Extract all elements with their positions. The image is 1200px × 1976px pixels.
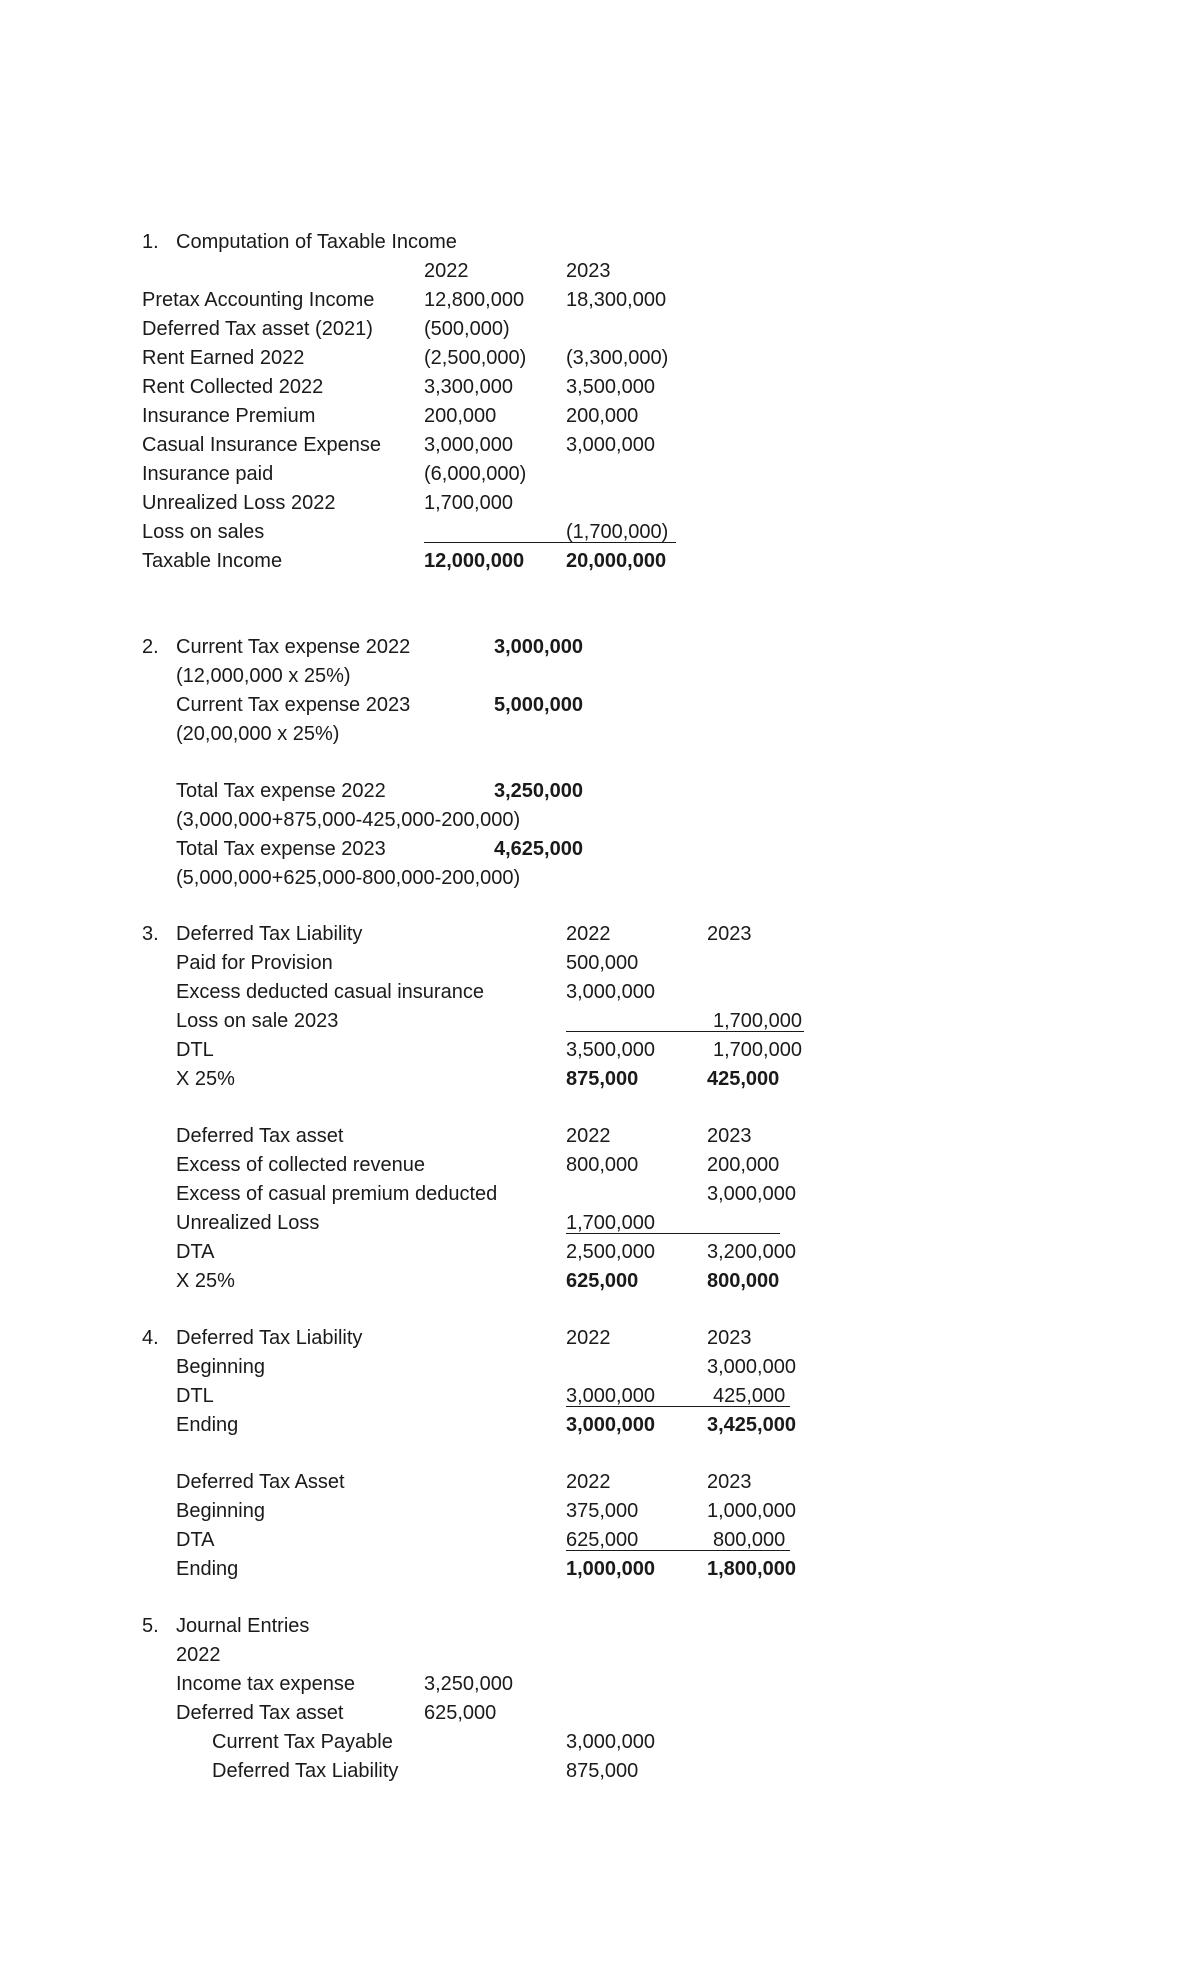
dta-25pct-2022: 625,000 (566, 1270, 639, 1292)
current-tax-2023-label: Current Tax expense 2023 (176, 694, 411, 716)
journal-debit: 625,000 (424, 1702, 497, 1724)
value-2022: 12,800,000 (424, 289, 525, 311)
row-label: Beginning (176, 1356, 265, 1378)
value-2022: 1,700,000 (566, 1212, 655, 1234)
value-2023: 200,000 (566, 405, 639, 427)
row-label: Insurance Premium (142, 405, 316, 427)
value-2023: 3,200,000 (707, 1241, 796, 1263)
col-header-2023: 2023 (566, 260, 611, 282)
dta-ending-2022: 1,000,000 (566, 1558, 655, 1580)
value-2023: 3,500,000 (566, 376, 655, 398)
total-tax-2023-label: Total Tax expense 2023 (176, 838, 386, 860)
subtotal-rule (566, 1550, 790, 1551)
dta-25pct-2023: 800,000 (707, 1270, 780, 1292)
row-label: Ending (176, 1414, 239, 1436)
section-1-title: Computation of Taxable Income (176, 231, 457, 253)
dtl-25pct-2022: 875,000 (566, 1068, 639, 1090)
row-label: Excess deducted casual insurance (176, 981, 484, 1003)
value-2023: 1,700,000 (713, 1039, 802, 1061)
current-tax-2022-calc: (12,000,000 x 25%) (176, 665, 351, 687)
journal-account: Income tax expense (176, 1673, 355, 1695)
value-2022: 625,000 (566, 1529, 639, 1551)
value-2023: (1,700,000) (566, 521, 669, 543)
dtl-title: Deferred Tax Liability (176, 923, 363, 945)
col-header-2023: 2023 (707, 1327, 752, 1349)
journal-debit: 3,250,000 (424, 1673, 513, 1695)
dtl-ending-2023: 3,425,000 (707, 1414, 796, 1436)
section-4-number: 4. (142, 1327, 159, 1349)
value-2022: 2,500,000 (566, 1241, 655, 1263)
row-label: DTL (176, 1039, 214, 1061)
current-tax-2022-value: 3,000,000 (494, 636, 583, 658)
row-label: DTA (176, 1529, 215, 1551)
subtotal-rule (566, 1233, 780, 1234)
subtotal-rule (566, 1406, 790, 1407)
value-2023: 3,000,000 (566, 434, 655, 456)
dtl-title: Deferred Tax Liability (176, 1327, 363, 1349)
col-header-2022: 2022 (566, 1125, 611, 1147)
section-5-number: 5. (142, 1615, 159, 1637)
value-2023: 425,000 (713, 1385, 786, 1407)
col-header-2022: 2022 (566, 1471, 611, 1493)
journal-credit: 875,000 (566, 1760, 639, 1782)
journal-title: Journal Entries (176, 1615, 310, 1637)
taxable-income-2022: 12,000,000 (424, 550, 525, 572)
row-label: DTA (176, 1241, 215, 1263)
value-2023: 3,000,000 (707, 1356, 796, 1378)
value-2022: 1,700,000 (424, 492, 513, 514)
value-2023: 1,000,000 (707, 1500, 796, 1522)
dtl-25pct-2023: 425,000 (707, 1068, 780, 1090)
row-label: X 25% (176, 1270, 235, 1292)
section-2-number: 2. (142, 636, 159, 658)
row-label: Pretax Accounting Income (142, 289, 375, 311)
row-label: Excess of casual premium deducted (176, 1183, 498, 1205)
value-2022: 3,300,000 (424, 376, 513, 398)
row-label: Deferred Tax asset (2021) (142, 318, 373, 340)
row-label: Insurance paid (142, 463, 274, 485)
value-2022: 3,500,000 (566, 1039, 655, 1061)
current-tax-2023-calc: (20,00,000 x 25%) (176, 723, 340, 745)
row-label: Unrealized Loss (176, 1212, 320, 1234)
col-header-2022: 2022 (566, 923, 611, 945)
row-label: Rent Earned 2022 (142, 347, 305, 369)
total-tax-2022-calc: (3,000,000+875,000-425,000-200,000) (176, 809, 521, 831)
total-tax-2022-label: Total Tax expense 2022 (176, 780, 386, 802)
row-label: Ending (176, 1558, 239, 1580)
subtotal-rule (566, 1031, 804, 1032)
value-2022: 200,000 (424, 405, 497, 427)
value-2022: (500,000) (424, 318, 510, 340)
total-tax-2022-value: 3,250,000 (494, 780, 583, 802)
total-tax-2023-calc: (5,000,000+625,000-800,000-200,000) (176, 867, 521, 889)
value-2023: 1,700,000 (713, 1010, 802, 1032)
value-2022: 375,000 (566, 1500, 639, 1522)
dta-title: Deferred Tax asset (176, 1125, 344, 1147)
row-label: Unrealized Loss 2022 (142, 492, 336, 514)
dta-ending-2023: 1,800,000 (707, 1558, 796, 1580)
row-label: Excess of collected revenue (176, 1154, 426, 1176)
col-header-2022: 2022 (424, 260, 469, 282)
current-tax-2023-value: 5,000,000 (494, 694, 583, 716)
value-2023: (3,300,000) (566, 347, 669, 369)
value-2022: 3,000,000 (566, 1385, 655, 1407)
journal-account: Current Tax Payable (212, 1731, 393, 1753)
journal-credit: 3,000,000 (566, 1731, 655, 1753)
col-header-2023: 2023 (707, 923, 752, 945)
journal-account: Deferred Tax Liability (212, 1760, 399, 1782)
row-label: X 25% (176, 1068, 235, 1090)
dta-title: Deferred Tax Asset (176, 1471, 345, 1493)
value-2022: 3,000,000 (424, 434, 513, 456)
row-label: Taxable Income (142, 550, 283, 572)
value-2022: 500,000 (566, 952, 639, 974)
row-label: Paid for Provision (176, 952, 333, 974)
row-label: Loss on sale 2023 (176, 1010, 339, 1032)
value-2022: 3,000,000 (566, 981, 655, 1003)
row-label: Casual Insurance Expense (142, 434, 382, 456)
value-2023: 200,000 (707, 1154, 780, 1176)
section-3-number: 3. (142, 923, 159, 945)
col-header-2023: 2023 (707, 1471, 752, 1493)
taxable-income-2023: 20,000,000 (566, 550, 667, 572)
value-2022: (6,000,000) (424, 463, 527, 485)
section-1-number: 1. (142, 231, 159, 253)
row-label: Beginning (176, 1500, 265, 1522)
journal-account: Deferred Tax asset (176, 1702, 344, 1724)
dtl-ending-2022: 3,000,000 (566, 1414, 655, 1436)
row-label: Rent Collected 2022 (142, 376, 324, 398)
subtotal-rule (424, 542, 676, 543)
col-header-2022: 2022 (566, 1327, 611, 1349)
total-tax-2023-value: 4,625,000 (494, 838, 583, 860)
row-label: DTL (176, 1385, 214, 1407)
value-2023: 18,300,000 (566, 289, 667, 311)
current-tax-2022-label: Current Tax expense 2022 (176, 636, 411, 658)
journal-year: 2022 (176, 1644, 221, 1666)
row-label: Loss on sales (142, 521, 265, 543)
col-header-2023: 2023 (707, 1125, 752, 1147)
value-2022: (2,500,000) (424, 347, 527, 369)
value-2023: 800,000 (713, 1529, 786, 1551)
value-2022: 800,000 (566, 1154, 639, 1176)
value-2023: 3,000,000 (707, 1183, 796, 1205)
